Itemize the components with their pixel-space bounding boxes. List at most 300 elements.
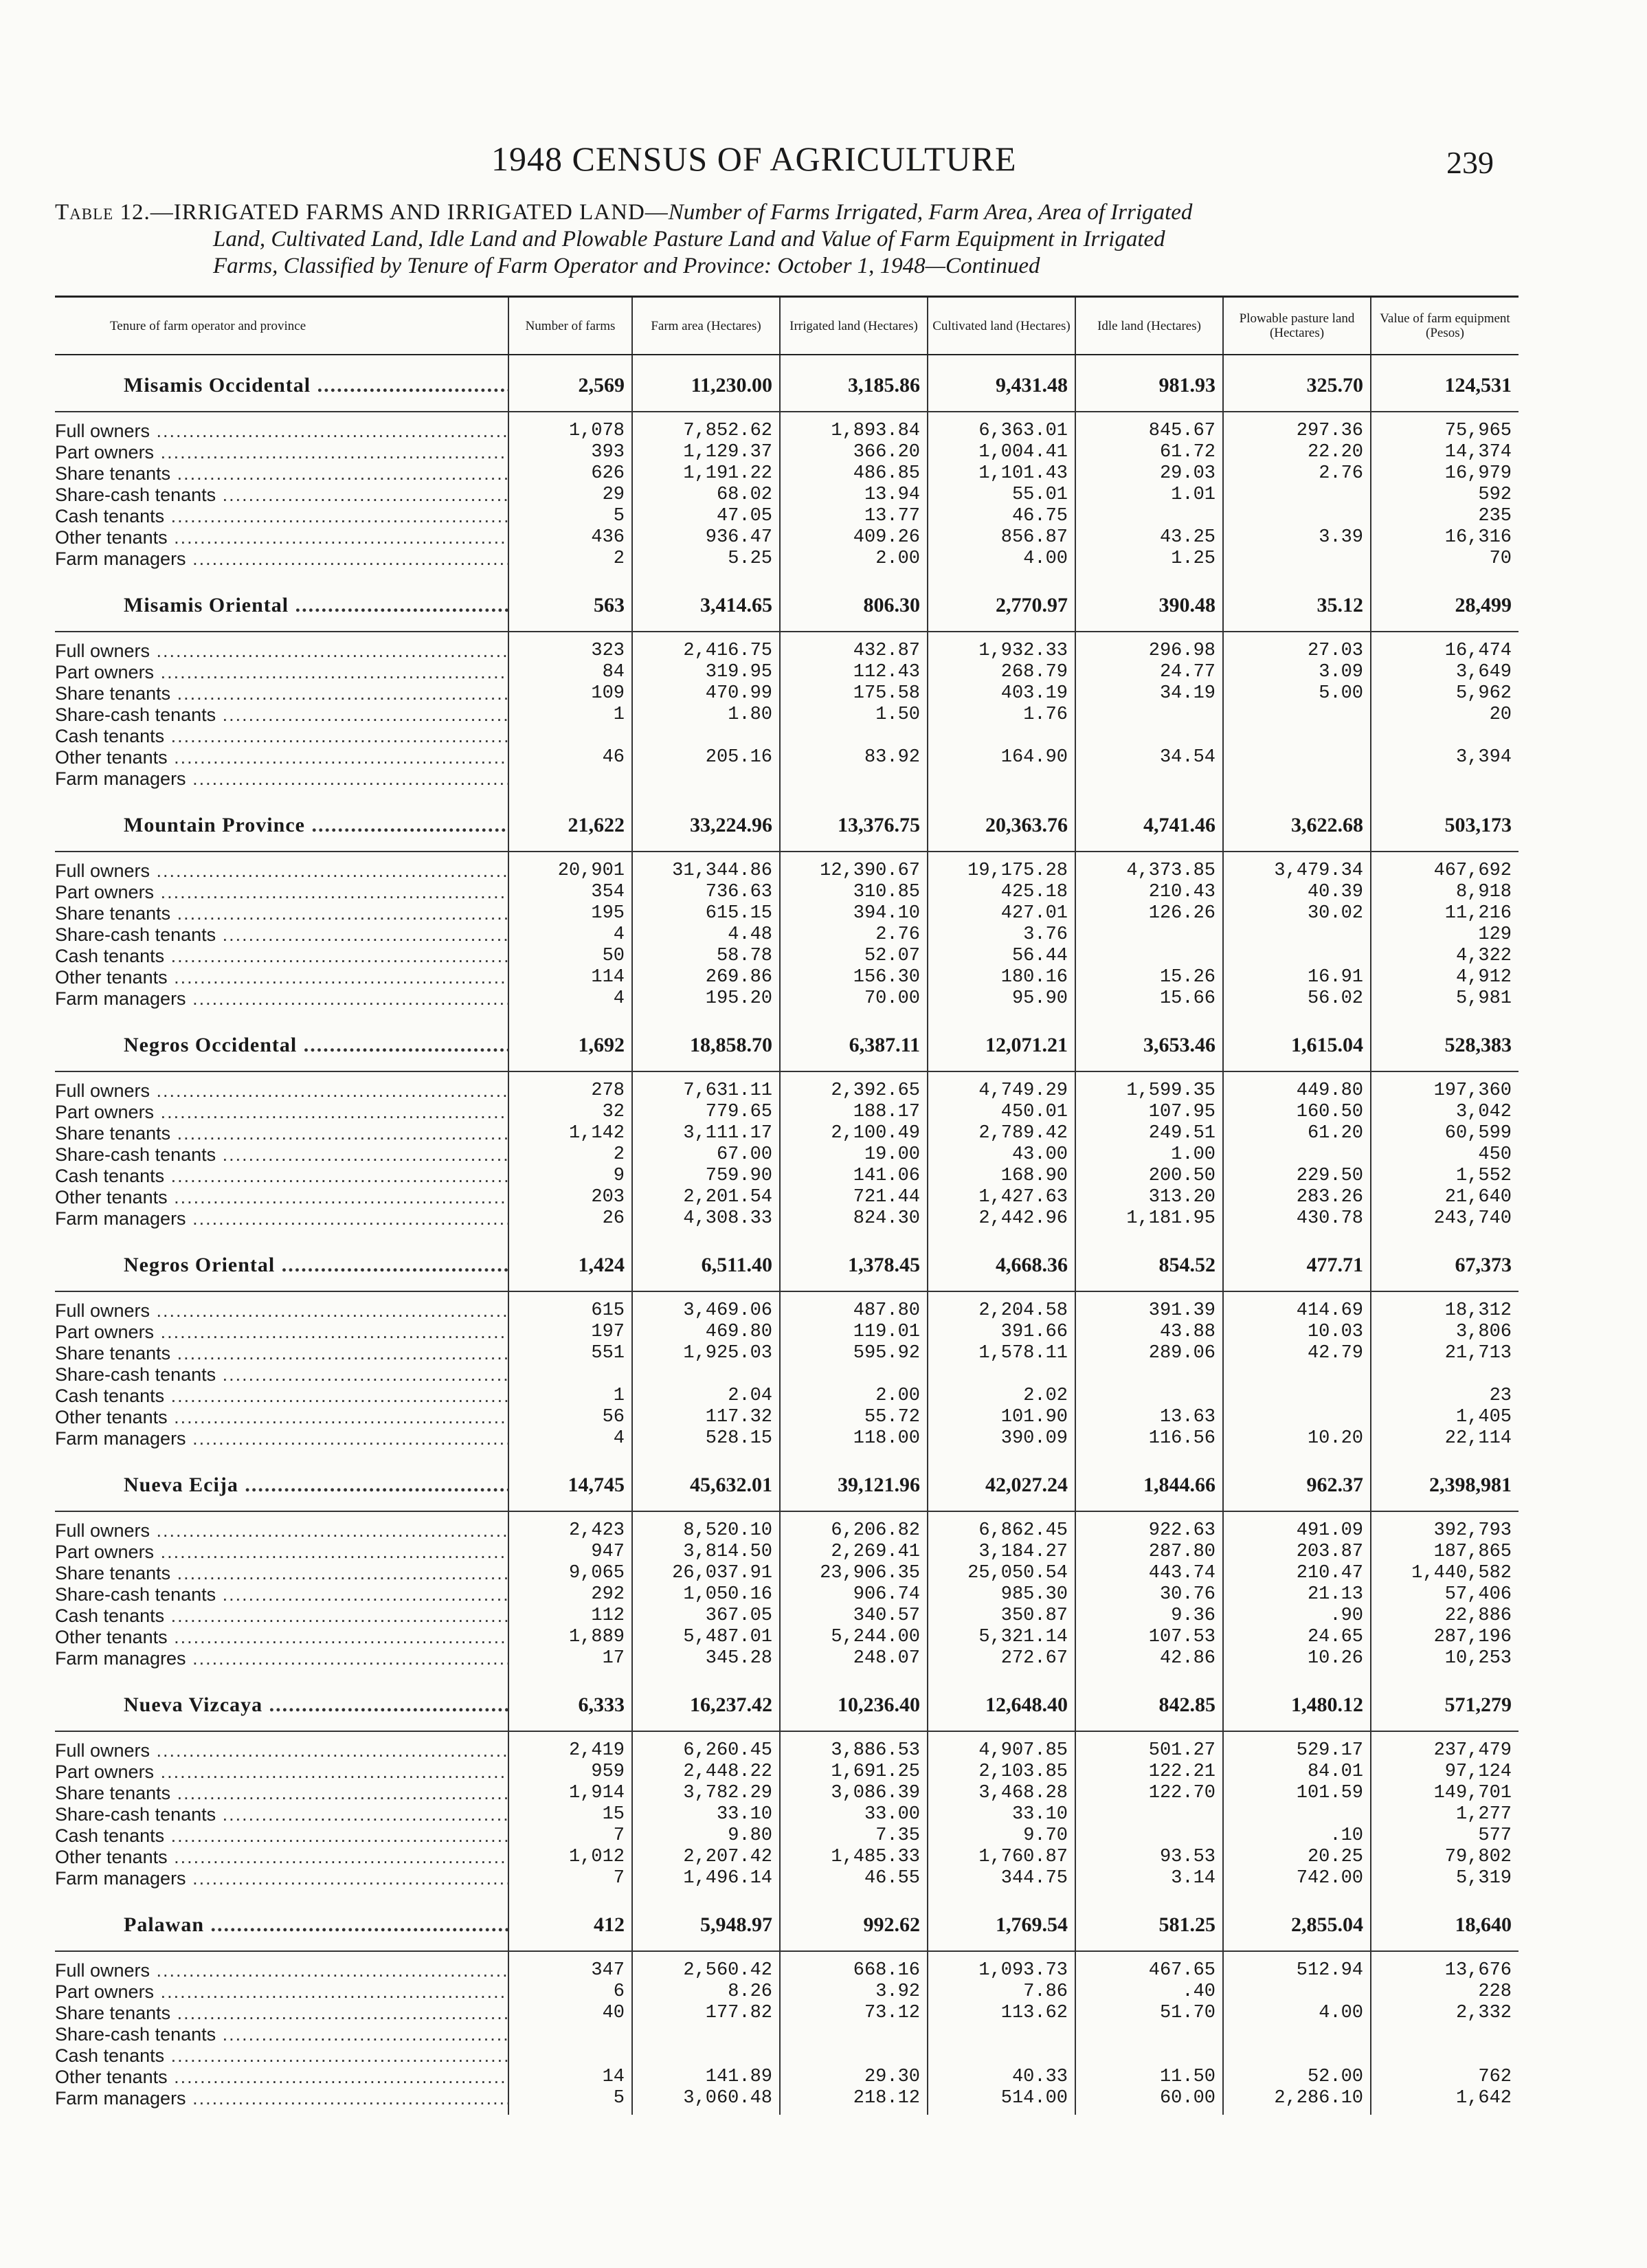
tenure-label: Part owners ..... — [55, 1981, 508, 2003]
table-cell: 1 — [508, 704, 632, 726]
table-cell: 10.03 — [1223, 1322, 1371, 1343]
table-cell: 58.78 — [632, 946, 780, 967]
tenure-label: Share-cash tenants ..... — [55, 1144, 508, 1166]
table-cell: 551 — [508, 1343, 632, 1364]
table-cell: 1,440,582 — [1371, 1563, 1519, 1584]
table-cell: 742.00 — [1223, 1868, 1371, 1895]
table-cell: 248.07 — [780, 1648, 928, 1675]
table-cell: 32 — [508, 1102, 632, 1123]
table-cell: 42.86 — [1075, 1648, 1223, 1675]
col-header-irrigated: Irrigated land (Hectares) — [780, 297, 928, 355]
table-cell — [1075, 1804, 1223, 1825]
table-cell — [1223, 1144, 1371, 1166]
province-total-cell: 581.25 — [1075, 1895, 1223, 1951]
table-cell: 6,260.45 — [632, 1731, 780, 1761]
table-cell: 5,981 — [1371, 988, 1519, 1015]
province-total-row — [55, 795, 1519, 852]
table-row — [55, 1187, 1519, 1208]
table-cell: 3,649 — [1371, 662, 1519, 683]
table-cell: 19.00 — [780, 1144, 928, 1166]
table-cell: 21.13 — [1223, 1584, 1371, 1605]
table-cell — [1075, 704, 1223, 726]
table-cell: 61.20 — [1223, 1123, 1371, 1144]
province-total-cell: 3,185.86 — [780, 355, 928, 412]
tenure-label: Other tenants ..... — [55, 527, 508, 548]
table-cell: 9.36 — [1075, 1605, 1223, 1627]
table-cell: 56 — [508, 1407, 632, 1428]
province-total-cell: 67,373 — [1371, 1235, 1519, 1291]
table-cell: 1,691.25 — [780, 1761, 928, 1783]
tenure-label: Part owners ..... — [55, 1542, 508, 1563]
table-cell: 73.12 — [780, 2003, 928, 2024]
table-cell: 30.02 — [1223, 903, 1371, 924]
table-cell: 51.70 — [1075, 2003, 1223, 2024]
irrigated-farms-table — [55, 296, 1519, 2115]
province-total-cell: 4,741.46 — [1075, 795, 1223, 852]
table-cell: 160.50 — [1223, 1102, 1371, 1123]
table-cell: 1,496.14 — [632, 1868, 780, 1895]
table-cell — [780, 1364, 928, 1386]
table-cell: 347 — [508, 1951, 632, 1981]
table-cell: 84 — [508, 662, 632, 683]
table-cell — [928, 726, 1075, 747]
table-cell: 249.51 — [1075, 1123, 1223, 1144]
table-cell: 3.92 — [780, 1981, 928, 2003]
tenure-label: Cash tenants ..... — [55, 2045, 508, 2067]
table-cell: 394.10 — [780, 903, 928, 924]
tenure-label: Part owners ..... — [55, 882, 508, 903]
province-total-cell: 1,769.54 — [928, 1895, 1075, 1951]
table-cell — [928, 1364, 1075, 1386]
table-row — [55, 2003, 1519, 2024]
table-cell: 188.17 — [780, 1102, 928, 1123]
province-total-cell: 5,948.97 — [632, 1895, 780, 1951]
table-cell: 1,485.33 — [780, 1847, 928, 1868]
table-cell: 467.65 — [1075, 1951, 1223, 1981]
table-cell: 340.57 — [780, 1605, 928, 1627]
table-cell: 1,405 — [1371, 1407, 1519, 1428]
table-cell: 2,103.85 — [928, 1761, 1075, 1783]
table-cell — [928, 2024, 1075, 2045]
table-cell — [508, 726, 632, 747]
table-cell: 278 — [508, 1071, 632, 1102]
table-cell: 8,918 — [1371, 882, 1519, 903]
table-cell: 156.30 — [780, 967, 928, 988]
table-cell: 34.19 — [1075, 683, 1223, 704]
table-cell: 16,316 — [1371, 527, 1519, 548]
table-cell: 906.74 — [780, 1584, 928, 1605]
table-cell — [1371, 2024, 1519, 2045]
table-row — [55, 1648, 1519, 1675]
province-total-row — [55, 1895, 1519, 1951]
province-total-cell: 2,855.04 — [1223, 1895, 1371, 1951]
table-cell: 2,423 — [508, 1511, 632, 1542]
table-cell: 1,925.03 — [632, 1343, 780, 1364]
table-cell: 33.10 — [928, 1804, 1075, 1825]
table-cell: 1,889 — [508, 1627, 632, 1648]
table-cell: 2,204.58 — [928, 1291, 1075, 1322]
table-row — [55, 852, 1519, 882]
page-header — [0, 131, 1647, 192]
tenure-label: Share tenants ..... — [55, 1123, 508, 1144]
table-cell: 50 — [508, 946, 632, 967]
table-cell: 6 — [508, 1981, 632, 2003]
tenure-label: Part owners ..... — [55, 662, 508, 683]
table-cell: 1,129.37 — [632, 442, 780, 463]
table-cell: 52.00 — [1223, 2067, 1371, 2088]
page-title: 1948 CENSUS OF AGRICULTURE — [491, 140, 1017, 178]
col-header-plowable: Plowable pasture land (Hectares) — [1223, 297, 1371, 355]
table-cell: 70.00 — [780, 988, 928, 1015]
table-cell: 113.62 — [928, 2003, 1075, 2024]
table-cell: 450.01 — [928, 1102, 1075, 1123]
table-cell: 15.26 — [1075, 967, 1223, 988]
table-cell — [508, 2024, 632, 2045]
table-cell: 310.85 — [780, 882, 928, 903]
table-cell — [928, 768, 1075, 795]
table-cell — [508, 768, 632, 795]
province-total-cell: 20,363.76 — [928, 795, 1075, 852]
table-cell: 168.90 — [928, 1166, 1075, 1187]
table-cell: 195 — [508, 903, 632, 924]
province-name: Palawan ..... — [55, 1895, 508, 1951]
table-cell — [928, 2045, 1075, 2067]
tenure-label: Cash tenants ..... — [55, 506, 508, 527]
province-total-cell: 390.48 — [1075, 575, 1223, 632]
table-cell: 118.00 — [780, 1428, 928, 1455]
table-cell: 1,932.33 — [928, 632, 1075, 662]
table-cell: 13.94 — [780, 485, 928, 506]
table-cell: 2 — [508, 1144, 632, 1166]
table-cell: 13,676 — [1371, 1951, 1519, 1981]
table-cell: 4,322 — [1371, 946, 1519, 967]
table-cell: 1,277 — [1371, 1804, 1519, 1825]
table-cell — [1223, 485, 1371, 506]
table-row — [55, 1563, 1519, 1584]
table-cell: .10 — [1223, 1825, 1371, 1847]
table-cell: 287.80 — [1075, 1542, 1223, 1563]
table-cell: 3,806 — [1371, 1322, 1519, 1343]
tenure-label: Full owners ..... — [55, 1951, 508, 1981]
province-total-cell: 325.70 — [1223, 355, 1371, 412]
table-cell — [1075, 726, 1223, 747]
table-cell: 13.63 — [1075, 1407, 1223, 1428]
table-cell — [632, 2024, 780, 2045]
table-cell: 345.28 — [632, 1648, 780, 1675]
table-cell — [1075, 1364, 1223, 1386]
table-row — [55, 768, 1519, 795]
table-row — [55, 1291, 1519, 1322]
tenure-label: Share-cash tenants ..... — [55, 1364, 508, 1386]
province-total-cell: 28,499 — [1371, 575, 1519, 632]
table-cell: 1,599.35 — [1075, 1071, 1223, 1102]
table-cell: 7,631.11 — [632, 1071, 780, 1102]
table-cell — [1075, 946, 1223, 967]
table-cell: 391.39 — [1075, 1291, 1223, 1322]
province-total-cell: 35.12 — [1223, 575, 1371, 632]
tenure-label: Farm managers ..... — [55, 1428, 508, 1455]
table-cell: 7,852.62 — [632, 412, 780, 442]
tenure-label: Farm managres ..... — [55, 1648, 508, 1675]
table-cell: 2.00 — [780, 1386, 928, 1407]
province-name: Nueva Ecija ..... — [55, 1455, 508, 1511]
table-cell — [1223, 1364, 1371, 1386]
table-cell: 297.36 — [1223, 412, 1371, 442]
table-cell: 42.79 — [1223, 1343, 1371, 1364]
table-cell: 34.54 — [1075, 747, 1223, 768]
table-cell: 3,060.48 — [632, 2088, 780, 2115]
table-cell: 283.26 — [1223, 1187, 1371, 1208]
table-cell: 1.76 — [928, 704, 1075, 726]
table-cell: 84.01 — [1223, 1761, 1371, 1783]
province-name: Misamis Oriental ..... — [55, 575, 508, 632]
table-cell: 9.80 — [632, 1825, 780, 1847]
table-cell — [1371, 2045, 1519, 2067]
table-cell — [1075, 2045, 1223, 2067]
tenure-label: Part owners ..... — [55, 1761, 508, 1783]
tenure-label: Share tenants ..... — [55, 1783, 508, 1804]
table-cell: 1.80 — [632, 704, 780, 726]
table-cell — [1075, 506, 1223, 527]
table-cell: 391.66 — [928, 1322, 1075, 1343]
table-cell: 3,086.39 — [780, 1783, 928, 1804]
table-row — [55, 747, 1519, 768]
tenure-label: Other tenants ..... — [55, 747, 508, 768]
tenure-label: Share-cash tenants ..... — [55, 2024, 508, 2045]
table-cell: 432.87 — [780, 632, 928, 662]
table-cell — [780, 726, 928, 747]
tenure-label: Share-cash tenants ..... — [55, 1584, 508, 1605]
table-cell: 486.85 — [780, 463, 928, 485]
table-cell: 9,065 — [508, 1563, 632, 1584]
tenure-label: Part owners ..... — [55, 1102, 508, 1123]
table-cell: 68.02 — [632, 485, 780, 506]
tenure-label: Other tenants ..... — [55, 967, 508, 988]
table-cell: 20 — [1371, 704, 1519, 726]
table-cell: 2,286.10 — [1223, 2088, 1371, 2115]
table-cell — [1223, 946, 1371, 967]
table-cell: 470.99 — [632, 683, 780, 704]
table-cell: 40 — [508, 2003, 632, 2024]
table-cell: 22,886 — [1371, 1605, 1519, 1627]
table-row — [55, 1868, 1519, 1895]
table-cell: 1,191.22 — [632, 463, 780, 485]
table-row — [55, 1166, 1519, 1187]
table-row — [55, 1825, 1519, 1847]
province-total-cell: 854.52 — [1075, 1235, 1223, 1291]
table-row — [55, 527, 1519, 548]
table-row — [55, 882, 1519, 903]
table-cell: 3,042 — [1371, 1102, 1519, 1123]
table-row — [55, 1343, 1519, 1364]
col-header-farms: Number of farms — [508, 297, 632, 355]
table-cell: 5,487.01 — [632, 1627, 780, 1648]
table-cell: 149,701 — [1371, 1783, 1519, 1804]
table-cell: 16,979 — [1371, 463, 1519, 485]
table-cell: 762 — [1371, 2067, 1519, 2088]
table-cell: 491.09 — [1223, 1511, 1371, 1542]
table-cell: 4 — [508, 924, 632, 946]
table-row — [55, 1511, 1519, 1542]
table-cell: 5.00 — [1223, 683, 1371, 704]
table-cell: 17 — [508, 1648, 632, 1675]
table-cell: 107.53 — [1075, 1627, 1223, 1648]
province-total-cell: 13,376.75 — [780, 795, 928, 852]
tenure-label: Share-cash tenants ..... — [55, 1804, 508, 1825]
table-cell — [780, 2024, 928, 2045]
table-cell: 228 — [1371, 1981, 1519, 2003]
table-row — [55, 1364, 1519, 1386]
tenure-label: Share tenants ..... — [55, 1343, 508, 1364]
table-cell: 425.18 — [928, 882, 1075, 903]
table-cell: 11.50 — [1075, 2067, 1223, 2088]
table-cell: 57,406 — [1371, 1584, 1519, 1605]
table-row — [55, 1584, 1519, 1605]
table-cell: 4.00 — [1223, 2003, 1371, 2024]
province-total-cell: 21,622 — [508, 795, 632, 852]
table-cell: 93.53 — [1075, 1847, 1223, 1868]
table-cell: 26 — [508, 1208, 632, 1235]
table-cell: 2,442.96 — [928, 1208, 1075, 1235]
table-cell: 177.82 — [632, 2003, 780, 2024]
table-cell — [1223, 506, 1371, 527]
table-row — [55, 442, 1519, 463]
table-cell: 43.25 — [1075, 527, 1223, 548]
table-cell: 33.00 — [780, 1804, 928, 1825]
table-cell: 141.89 — [632, 2067, 780, 2088]
province-total-cell: 2,569 — [508, 355, 632, 412]
table-row — [55, 726, 1519, 747]
table-row — [55, 1847, 1519, 1868]
table-row — [55, 2088, 1519, 2115]
table-cell: 29.03 — [1075, 463, 1223, 485]
table-cell: 3.76 — [928, 924, 1075, 946]
table-cell: 197,360 — [1371, 1071, 1519, 1102]
tenure-label: Part owners ..... — [55, 1322, 508, 1343]
table-cell — [1075, 924, 1223, 946]
table-cell: 43.00 — [928, 1144, 1075, 1166]
table-cell: 11,216 — [1371, 903, 1519, 924]
table-row — [55, 1804, 1519, 1825]
table-cell — [508, 2045, 632, 2067]
province-total-cell: 3,622.68 — [1223, 795, 1371, 852]
table-cell: 736.63 — [632, 882, 780, 903]
table-row — [55, 1102, 1519, 1123]
province-total-cell: 1,378.45 — [780, 1235, 928, 1291]
table-cell: 197 — [508, 1322, 632, 1343]
table-cell — [1075, 768, 1223, 795]
table-cell: 33.10 — [632, 1804, 780, 1825]
table-cell: 1.50 — [780, 704, 928, 726]
table-cell: 8,520.10 — [632, 1511, 780, 1542]
caption-line-2: Land, Cultivated Land, Idle Land and Plowable Pasture Land and Value of Farm Equipment in Irrigated — [213, 227, 1165, 252]
caption-line-3: Farms, Classified by Tenure of Farm Operator and Province: October 1, 1948—Continued — [213, 254, 1040, 278]
table-cell: 514.00 — [928, 2088, 1075, 2115]
table-cell: 289.06 — [1075, 1343, 1223, 1364]
table-cell: 218.12 — [780, 2088, 928, 2115]
table-cell: 436 — [508, 527, 632, 548]
table-cell: 4,912 — [1371, 967, 1519, 988]
table-cell: 6,862.45 — [928, 1511, 1075, 1542]
table-cell: 18,312 — [1371, 1291, 1519, 1322]
table-row — [55, 967, 1519, 988]
tenure-label: Other tenants ..... — [55, 1847, 508, 1868]
table-row — [55, 704, 1519, 726]
table-row — [55, 924, 1519, 946]
table-cell: 354 — [508, 882, 632, 903]
table-cell — [1223, 747, 1371, 768]
table-cell: 1,093.73 — [928, 1951, 1075, 1981]
table-body — [55, 355, 1519, 2115]
table-cell: 70 — [1371, 548, 1519, 575]
tenure-label: Other tenants ..... — [55, 2067, 508, 2088]
table-cell: 959 — [508, 1761, 632, 1783]
caption-line-1: Number of Farms Irrigated, Farm Area, Area of Irrigated — [668, 200, 1193, 225]
table-cell: 52.07 — [780, 946, 928, 967]
table-cell — [1371, 768, 1519, 795]
table-cell: 626 — [508, 463, 632, 485]
table-cell: 22,114 — [1371, 1428, 1519, 1455]
province-name: Mountain Province ..... — [55, 795, 508, 852]
province-total-cell: 2,770.97 — [928, 575, 1075, 632]
table-cell: .40 — [1075, 1981, 1223, 2003]
tenure-label: Share tenants ..... — [55, 683, 508, 704]
table-cell: 487.80 — [780, 1291, 928, 1322]
province-total-row — [55, 575, 1519, 632]
table-row — [55, 1208, 1519, 1235]
table-row — [55, 683, 1519, 704]
province-total-cell: 12,071.21 — [928, 1015, 1075, 1071]
table-cell: 31,344.86 — [632, 852, 780, 882]
table-cell: 2.76 — [780, 924, 928, 946]
table-row — [55, 485, 1519, 506]
tenure-label: Share-cash tenants ..... — [55, 485, 508, 506]
table-row — [55, 2045, 1519, 2067]
table-row — [55, 548, 1519, 575]
tenure-label: Farm managers ..... — [55, 2088, 508, 2115]
table-cell: 97,124 — [1371, 1761, 1519, 1783]
table-cell — [1223, 1804, 1371, 1825]
table-row — [55, 1386, 1519, 1407]
table-cell: 1,050.16 — [632, 1584, 780, 1605]
table-cell: 403.19 — [928, 683, 1075, 704]
table-cell: 1.00 — [1075, 1144, 1223, 1166]
table-cell: 75,965 — [1371, 412, 1519, 442]
table-cell: 414.69 — [1223, 1291, 1371, 1322]
table-cell: 1,101.43 — [928, 463, 1075, 485]
table-row — [55, 1123, 1519, 1144]
table-cell: 4,749.29 — [928, 1071, 1075, 1102]
table-cell: 235 — [1371, 506, 1519, 527]
table-cell: 668.16 — [780, 1951, 928, 1981]
tenure-label: Cash tenants ..... — [55, 946, 508, 967]
province-total-cell: 1,480.12 — [1223, 1675, 1371, 1731]
table-cell: 195.20 — [632, 988, 780, 1015]
table-cell: 107.95 — [1075, 1102, 1223, 1123]
table-cell: 210.43 — [1075, 882, 1223, 903]
table-cell: 10.26 — [1223, 1648, 1371, 1675]
province-total-cell: 9,431.48 — [928, 355, 1075, 412]
table-cell: 292 — [508, 1584, 632, 1605]
table-row — [55, 1761, 1519, 1783]
table-cell: 10.20 — [1223, 1428, 1371, 1455]
table-cell: 187,865 — [1371, 1542, 1519, 1563]
table-cell: 122.21 — [1075, 1761, 1223, 1783]
tenure-label: Farm managers ..... — [55, 1208, 508, 1235]
province-total-cell: 6,511.40 — [632, 1235, 780, 1291]
table-cell: 1.01 — [1075, 485, 1223, 506]
table-cell: 61.72 — [1075, 442, 1223, 463]
